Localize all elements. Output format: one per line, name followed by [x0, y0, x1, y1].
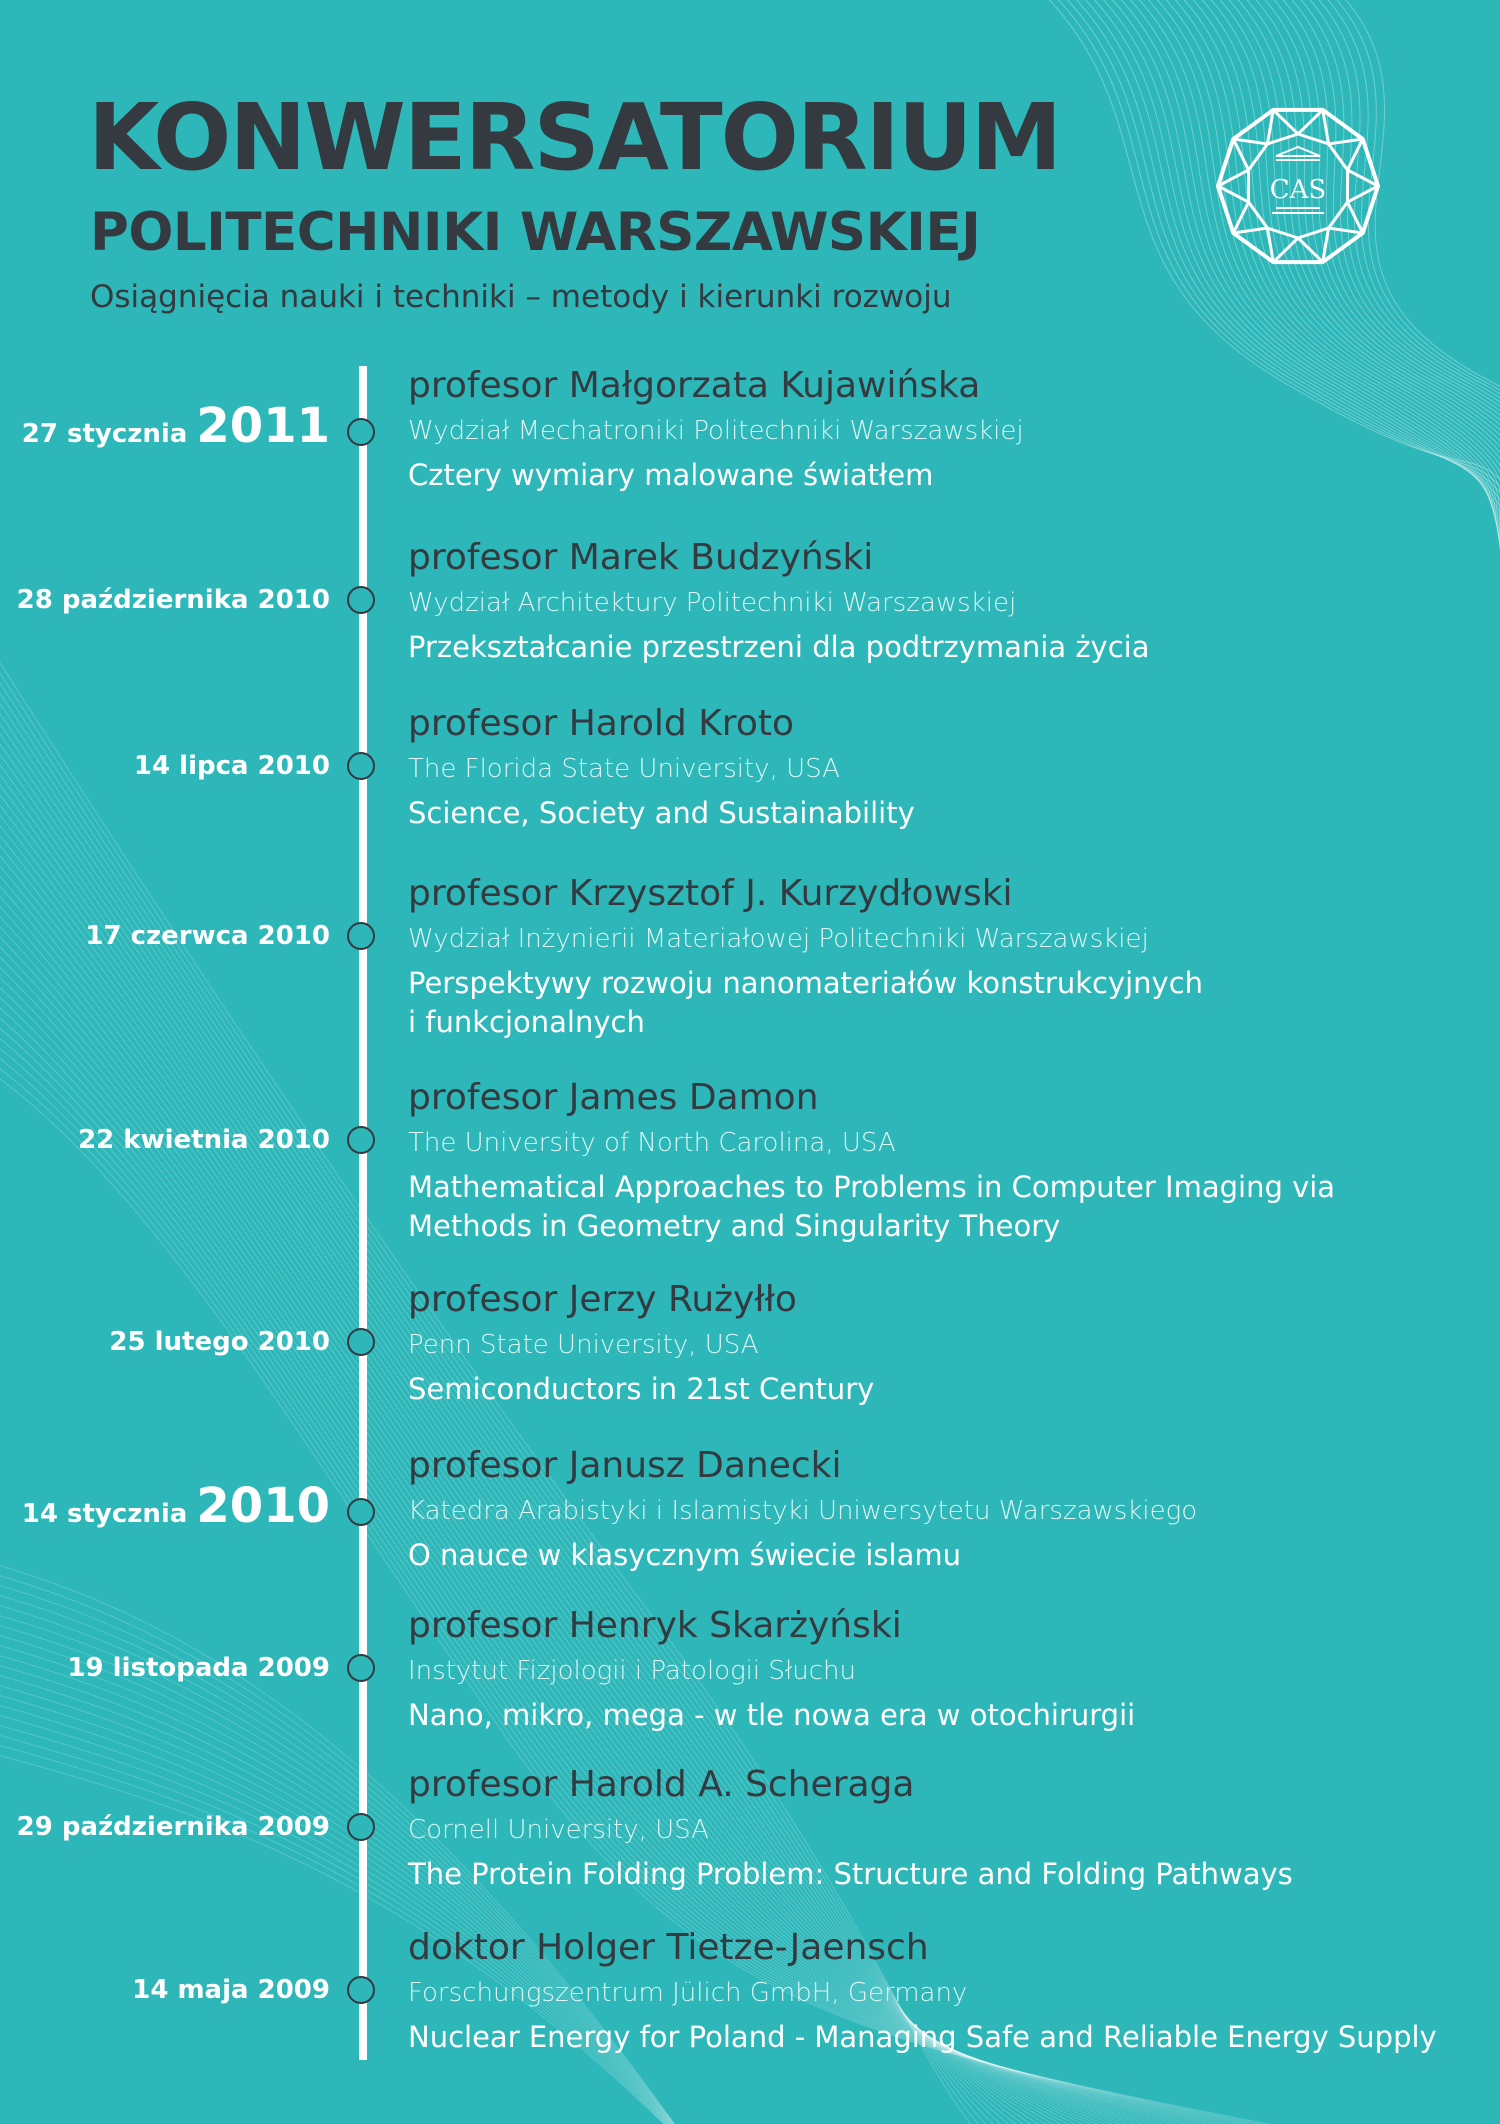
event-date: [21, 398, 330, 454]
timeline-event: [0, 1764, 1500, 1917]
timeline-dot: [347, 1126, 375, 1154]
timeline-event: [0, 365, 1500, 518]
event-affiliation: Cornell University, USA: [408, 1815, 709, 1845]
event-speaker: profesor Harold A. Scheraga: [408, 1764, 915, 1805]
event-date: [109, 1329, 330, 1355]
timeline-event: [0, 873, 1500, 1039]
page-subtitle: POLITECHNIKI WARSZAWSKIEJ: [90, 202, 981, 263]
logo-text: CAS: [1269, 175, 1327, 205]
event-year: 2011: [196, 398, 330, 454]
event-affiliation: Forschungszentrum Jülich GmbH, Germany: [408, 1978, 968, 2008]
timeline-dot: [347, 1813, 375, 1841]
event-talk-title: Nano, mikro, mega - w tle nowa era w otochirurgii: [408, 1698, 1136, 1732]
event-date: [85, 923, 330, 949]
timeline-event: [0, 1077, 1500, 1243]
timeline-dot: [347, 1976, 375, 2004]
event-talk-title: Semiconductors in 21st Century: [408, 1372, 875, 1406]
event-year: 2010: [257, 921, 330, 951]
timeline-event: [0, 703, 1500, 856]
event-affiliation: Katedra Arabistyki i Islamistyki Uniwersytetu Warszawskiego: [408, 1496, 1198, 1526]
timeline-event: [0, 1445, 1500, 1598]
event-day: 14 stycznia: [21, 1499, 188, 1529]
event-talk-title: Przekształcanie przestrzeni dla podtrzymania życia: [408, 630, 1150, 664]
event-affiliation: Wydział Mechatroniki Politechniki Warszawskiej: [408, 416, 1024, 446]
timeline-dot: [347, 1328, 375, 1356]
timeline-dot: [347, 418, 375, 446]
timeline-event: [0, 1605, 1500, 1758]
event-year: 2009: [257, 1975, 330, 2005]
timeline-dot: [347, 1498, 375, 1526]
event-day: 29 października: [16, 1812, 249, 1842]
event-day: 25 lutego: [109, 1327, 249, 1357]
event-affiliation: Wydział Inżynierii Materiałowej Politechniki Warszawskiej: [408, 924, 1149, 954]
timeline-event: [0, 1279, 1500, 1432]
event-date: [132, 1977, 330, 2003]
event-affiliation: Instytut Fizjologii i Patologii Słuchu: [408, 1656, 857, 1686]
event-affiliation: The Florida State University, USA: [408, 754, 840, 784]
event-day: 17 czerwca: [85, 921, 249, 951]
event-date: [67, 1655, 330, 1681]
event-speaker: profesor Jerzy Rużyłło: [408, 1279, 797, 1320]
event-talk-title: Science, Society and Sustainability: [408, 796, 915, 830]
event-affiliation: The University of North Carolina, USA: [408, 1128, 896, 1158]
event-speaker: profesor Krzysztof J. Kurzydłowski: [408, 873, 1013, 914]
event-speaker: profesor Harold Kroto: [408, 703, 794, 744]
timeline-dot: [347, 752, 375, 780]
event-speaker: doktor Holger Tietze-Jaensch: [408, 1927, 929, 1968]
event-year: 2010: [257, 1125, 330, 1155]
event-day: 14 lipca: [133, 751, 249, 781]
event-year: 2010: [257, 585, 330, 615]
timeline-event: [0, 1927, 1500, 2080]
event-year: 2009: [257, 1812, 330, 1842]
event-day: 19 listopada: [67, 1653, 249, 1683]
event-date: [134, 753, 330, 779]
cas-logo: [1212, 100, 1384, 272]
event-speaker: profesor Małgorzata Kujawińska: [408, 365, 981, 406]
event-talk-title: Nuclear Energy for Poland - Managing Safe and Reliable Energy Supply: [408, 2020, 1437, 2054]
event-speaker: profesor James Damon: [408, 1077, 819, 1118]
page-title: KONWERSATORIUM: [88, 84, 1061, 191]
event-affiliation: Wydział Architektury Politechniki Warszawskiej: [408, 588, 1017, 618]
event-day: 28 października: [16, 585, 249, 615]
event-talk-title: The Protein Folding Problem: Structure and Folding Pathways: [408, 1857, 1293, 1891]
event-day: 27 stycznia: [21, 419, 188, 449]
event-day: 14 maja: [132, 1975, 249, 2005]
event-day: 22 kwietnia: [78, 1125, 249, 1155]
event-date: [17, 1814, 330, 1840]
timeline-dot: [347, 586, 375, 614]
event-talk-title: Mathematical Approaches to Problems in Computer Imaging via Methods in Geometry and Singularity Theory: [408, 1170, 1336, 1243]
timeline-dot: [347, 1654, 375, 1682]
event-speaker: profesor Marek Budzyński: [408, 537, 874, 578]
event-speaker: profesor Janusz Danecki: [408, 1445, 842, 1486]
event-date: [78, 1127, 330, 1153]
event-year: 2010: [196, 1478, 330, 1534]
event-talk-title: O nauce w klasycznym świecie islamu: [408, 1538, 961, 1572]
event-talk-title: Perspektywy rozwoju nanomateriałów konstrukcyjnych i funkcjonalnych: [408, 966, 1204, 1039]
event-talk-title: Cztery wymiary malowane światłem: [408, 458, 934, 492]
event-date: [21, 1478, 330, 1534]
event-year: 2010: [257, 751, 330, 781]
event-affiliation: Penn State University, USA: [408, 1330, 759, 1360]
timeline-dot: [347, 922, 375, 950]
timeline-event: [0, 537, 1500, 690]
event-year: 2010: [257, 1327, 330, 1357]
event-date: [17, 587, 330, 613]
event-speaker: profesor Henryk Skarżyński: [408, 1605, 902, 1646]
page-tagline: Osiągnięcia nauki i techniki – metody i kierunki rozwoju: [90, 279, 952, 315]
event-year: 2009: [257, 1653, 330, 1683]
